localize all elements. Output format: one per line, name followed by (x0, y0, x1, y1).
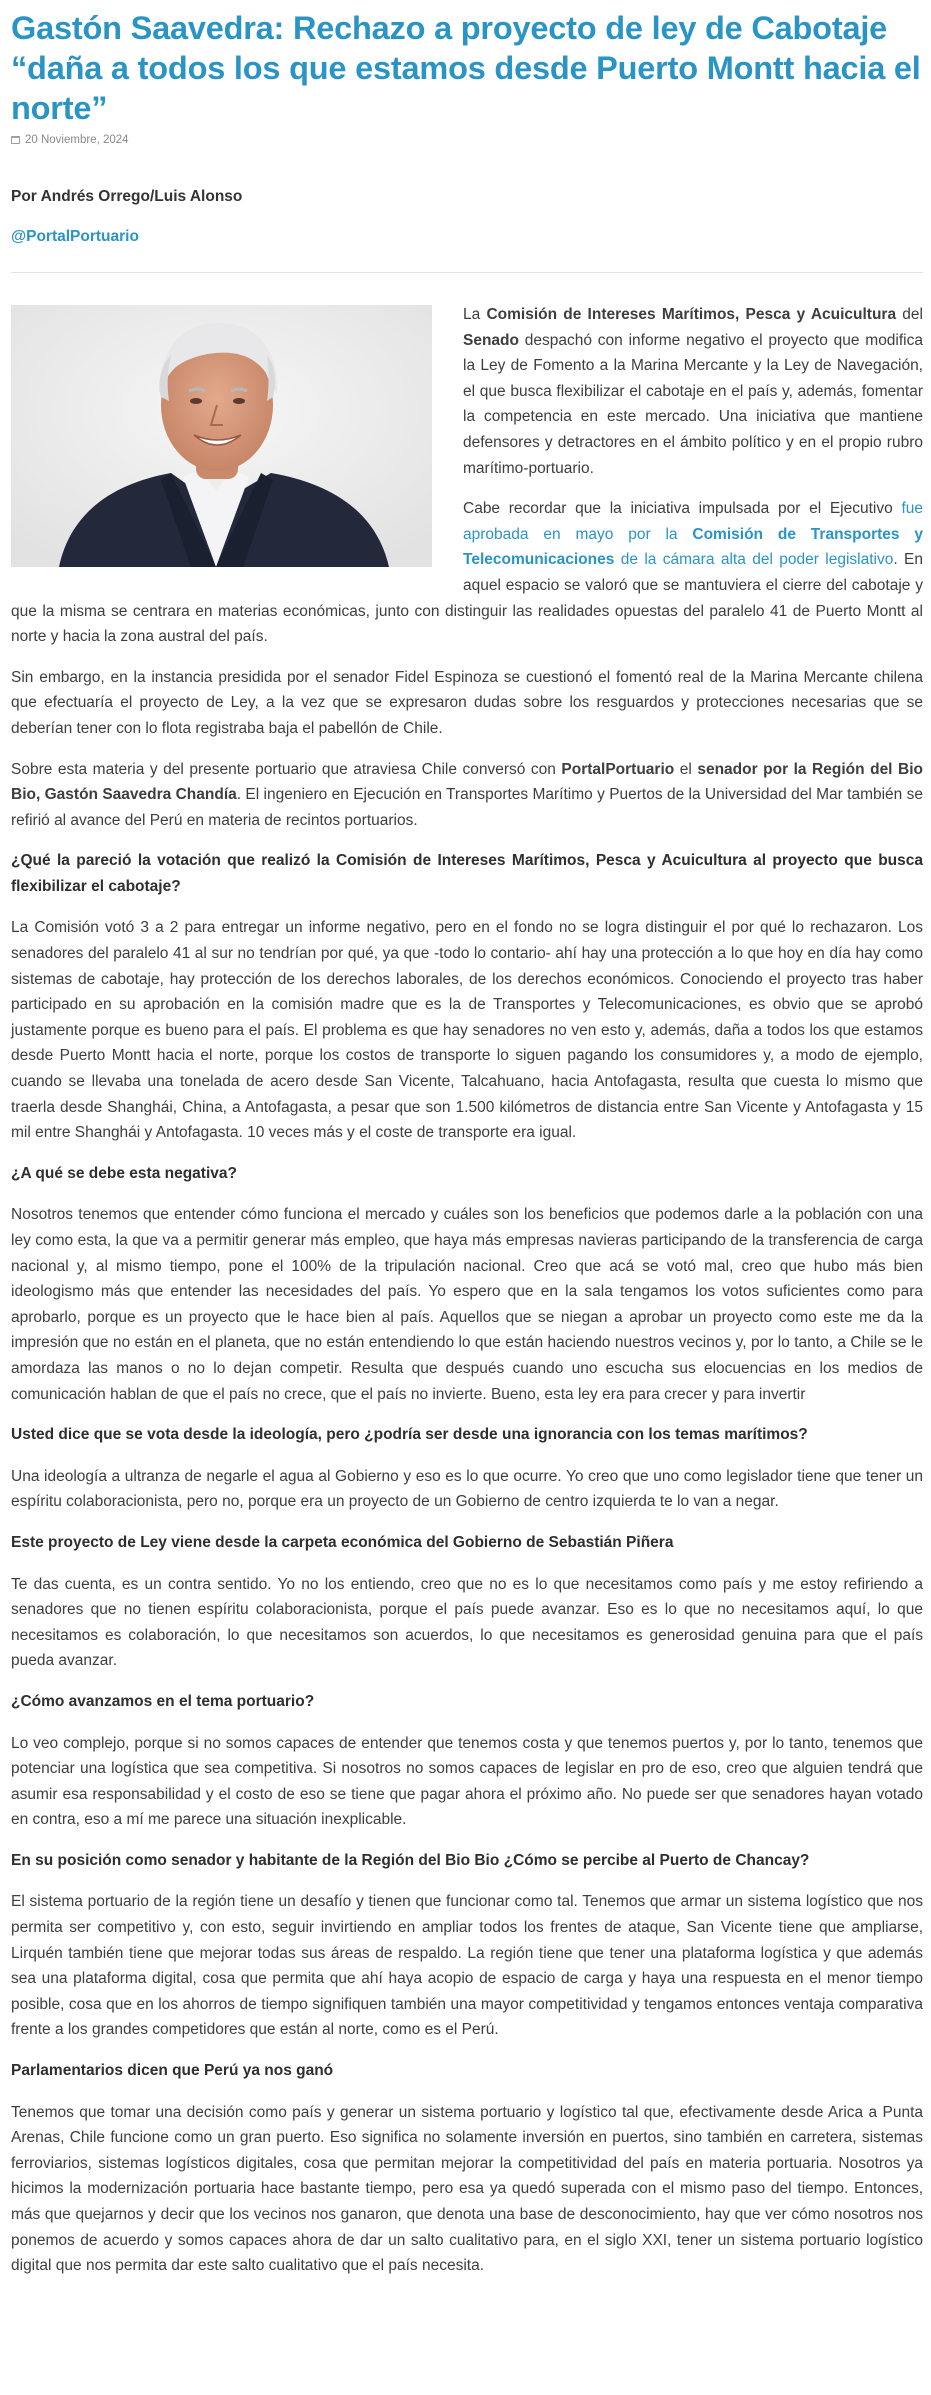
article-byline: Por Andrés Orrego/Luis Alonso (11, 188, 243, 205)
answer-5: Lo veo complejo, porque si no somos capaces de entender que tenemos costa y que tenemos puertos y, por lo tanto, tenemos que potenciar una logística que sea competitiva. Si nosotros no somos capaces de legislar en pro de eso, creo que alguien tendrá que asumir esa responsabilidad y el costo de eso se tiene que pagar ahora el próximo año. No puede ser que senadores hayan votado en contra, eso a mí me parece una situación inexplicable. (11, 1734, 923, 1829)
paragraph-interview-intro: Sobre esta materia y del presente portuario que atraviesa Chile conversó con PortalPortuario el senador por la Región del Bio Bio, Gastón Saavedra Chandía. El ingeniero en Ejecución en Transportes Marítimo y Puertos de la Universidad del Mar también se refirió al avance del Perú en materia de recintos portuarios. (11, 760, 923, 829)
article-body (11, 302, 923, 2294)
answer-4: Te das cuenta, es un contra sentido. Yo no los entiendo, creo que no es lo que necesitamos como país y me estoy refiriendo a senadores que no tienen espíritu colaboracionista, porque el país puede avanzar. Eso es lo que no necesitamos aquí, lo que necesitamos es colaboración, lo que necesitamos son acuerdos, lo que necesitamos es generosidad genuina para que el país pueda avanzar. (11, 1575, 923, 1670)
paragraph-context: Cabe recordar que la iniciativa impulsada por el Ejecutivo fue aprobada en mayo por la Comisión de Transportes y Telecomunicaciones de la cámara alta del poder legislativo. En aquel espacio se valoró que se mantuviera el cierre del cabotaje y que la misma se centrara en materias económicas, junto con distinguir las realidades opuestas del paralelo 41 de Puerto Montt al norte y hacia la zona austral del país. (11, 500, 924, 646)
article-date: 20 Noviembre, 2024 (25, 134, 129, 146)
article-container (11, 0, 924, 2275)
question-6: En su posición como senador y habitante de la Región del Bio Bio ¿Cómo se percibe al Puerto de Chancay? (11, 1851, 810, 1869)
question-1: ¿Qué la pareció la votación que realizó la Comisión de Intereses Marítimos, Pesca y Acuicultura al proyecto que busca flexibilizar el cabotaje? (11, 852, 923, 895)
portal-handle-link[interactable]: @PortalPortuario (11, 228, 139, 245)
portrait-image (11, 305, 432, 567)
divider (11, 272, 923, 273)
question-3: Usted dice que se vota desde la ideología, pero ¿podría ser desde una ignorancia con los temas marítimos? (11, 1426, 808, 1444)
question-2: ¿A qué se debe esta negativa? (11, 1164, 237, 1182)
paragraph-intro: La Comisión de Intereses Marítimos, Pesca y Acuicultura del Senado despachó con informe negativo el proyecto que modifica la Ley de Fomento a la Marina Mercante y la Ley de Navegación, el que busca flexibilizar el cabotaje en el país y, además, fomentar la competencia en este mercado. Una iniciativa que mantiene defensores y detractores en el ámbito político y en el propio rubro marítimo-portuario. (463, 306, 923, 477)
calendar-icon (11, 136, 20, 144)
commission-link[interactable]: fue aprobada en mayo por la Comisión de Transportes y Telecomunicaciones de la cámara alta del poder legislativo (463, 500, 923, 569)
answer-3: Una ideología a ultranza de negarle el agua al Gobierno y eso es lo que ocurre. Yo creo que uno como legislador tiene que tener un espíritu colaboracionista, pero no, porque era un proyecto de un Gobierno de centro izquierda te lo van a negar. (11, 1467, 923, 1511)
answer-1: La Comisión votó 3 a 2 para entregar un informe negativo, pero en el fondo no se logra distinguir el por qué lo rechazaron. Los senadores del paralelo 41 al sur no tendrían por qué, ya que -todo lo contario- ahí hay una protección a lo que hoy en día hay como sistemas de cabotaje, hay protección de los derechos laborales, de los derechos económicos. Conociendo el proyecto tras haber participado en su aprobación en la comisión madre que es la de Transportes y Telecomunicaciones, es obvio que se aprobó justamente porque es bueno para el país. El problema es que hay senadores no ven esto y, además, daña a todos los que estamos desde Puerto Montt hacia el norte, porque los costos de transporte lo siguen pagando los consumidores y, a modo de ejemplo, cuando se llevaba una tonelada de acero desde San Vicente, Talcahuano, hacia Antofagasta, resulta que cuesta lo mismo que traerla desde Shanghái, China, a Antofagasta, a pesar que son 1.500 kilómetros de distancia entre San Vicente y Antofagasta y 15 mil entre Shanghái y Antofagasta. 10 veces más y el coste de transporte era igual. (11, 919, 923, 1142)
article-meta (11, 134, 923, 146)
question-7: Parlamentarios dicen que Perú ya nos ganó (11, 2062, 334, 2080)
answer-6: El sistema portuario de la región tiene un desafío y tienen que funcionar como tal. Tenemos que armar un sistema logístico que nos permita ser competitivo y, con esto, seguir invirtiendo en ampliar todos los frentes de ataque, San Vicente tiene que ampliarse, Lirquén también tiene que mejorar todas sus áreas de respaldo. La región tiene que tener una plataforma logística y que además sea una plataforma digital, cosa que permita que ahí haya acopio de espacio de carga y haya una respuesta en el menor tiempo posible, cosa que en los ahorros de tiempo signifiquen también una mayor competitividad y tengamos entonces ventaja comparativa frente a los grandes competidores que están al norte, como es el Perú. (11, 1893, 923, 2039)
question-4: Este proyecto de Ley viene desde la carpeta económica del Gobierno de Sebastián Piñera (11, 1533, 674, 1551)
answer-7: Tenemos que tomar una decisión como país y generar un sistema portuario y logístico tal que, efectivamente desde Arica a Punta Arenas, Chile funcione como un gran puerto. Eso significa no solamente inversión en puertos, sino también en carretera, sistemas ferroviarios, sistemas logísticos digitales, cosa que permitan mejorar la competitividad del país en materia portuaria. Nosotros ya hicimos la modernización portuaria hace bastante tiempo, pero esa ya quedó superada con el mismo paso del tiempo. Entonces, más que quejarnos y decir que los vecinos nos ganaron, que denota una base de desconocimiento, hay que ver cómo nosotros nos ponemos de acuerdo y somos capaces ahora de dar un salto cualitativo para, en el siglo XXI, tener un sistema portuario logístico digital que nos permita dar este salto cualitativo que el país necesita. (11, 2103, 923, 2275)
senator-photo (11, 305, 432, 567)
answer-2: Nosotros tenemos que entender cómo funciona el mercado y cuáles son los beneficios que podemos darle a la población con una ley como esta, la que va a permitir generar más empleo, que haya más empresas navieras participando de la transferencia de carga nacional y, al mismo tiempo, pone el 100% de la tripulación nacional. Creo que acá se votó mal, creo que hubo más bien ideologismo más que entender las necesidades del país. Yo espero que en la sala tengamos los votos suficientes como para aprobarlo, porque es un proyecto que le hace bien al país. Aquellos que se niegan a aprobar un proyecto como este me da la impresión que no están en el planeta, que no están entendiendo lo que están haciendo nuestros vecinos y, por lo tanto, a Chile se le amordaza las manos o no lo dejan competir. Resulta que después cuando uno escucha sus elocuencias en los medios de comunicación hablan de que el país no crece, que el país no invierte. Bueno, esta ley era para crecer y para invertir (11, 1206, 923, 1403)
paragraph-background: Sin embargo, en la instancia presidida por el senador Fidel Espinoza se cuestionó el fomentó real de la Marina Mercante chilena que efectuaría el proyecto de Ley, a la vez que se expresaron dudas sobre los resguardos y protecciones necesarias que se deberían tener con lo flota registraba baja el pabellón de Chile. (11, 668, 923, 737)
article-title: Gastón Saavedra: Rechazo a proyecto de ley de Cabotaje “daña a todos los que estamos desde Puerto Montt hacia el norte” (11, 10, 921, 126)
question-5: ¿Cómo avanzamos en el tema portuario? (11, 1692, 315, 1710)
